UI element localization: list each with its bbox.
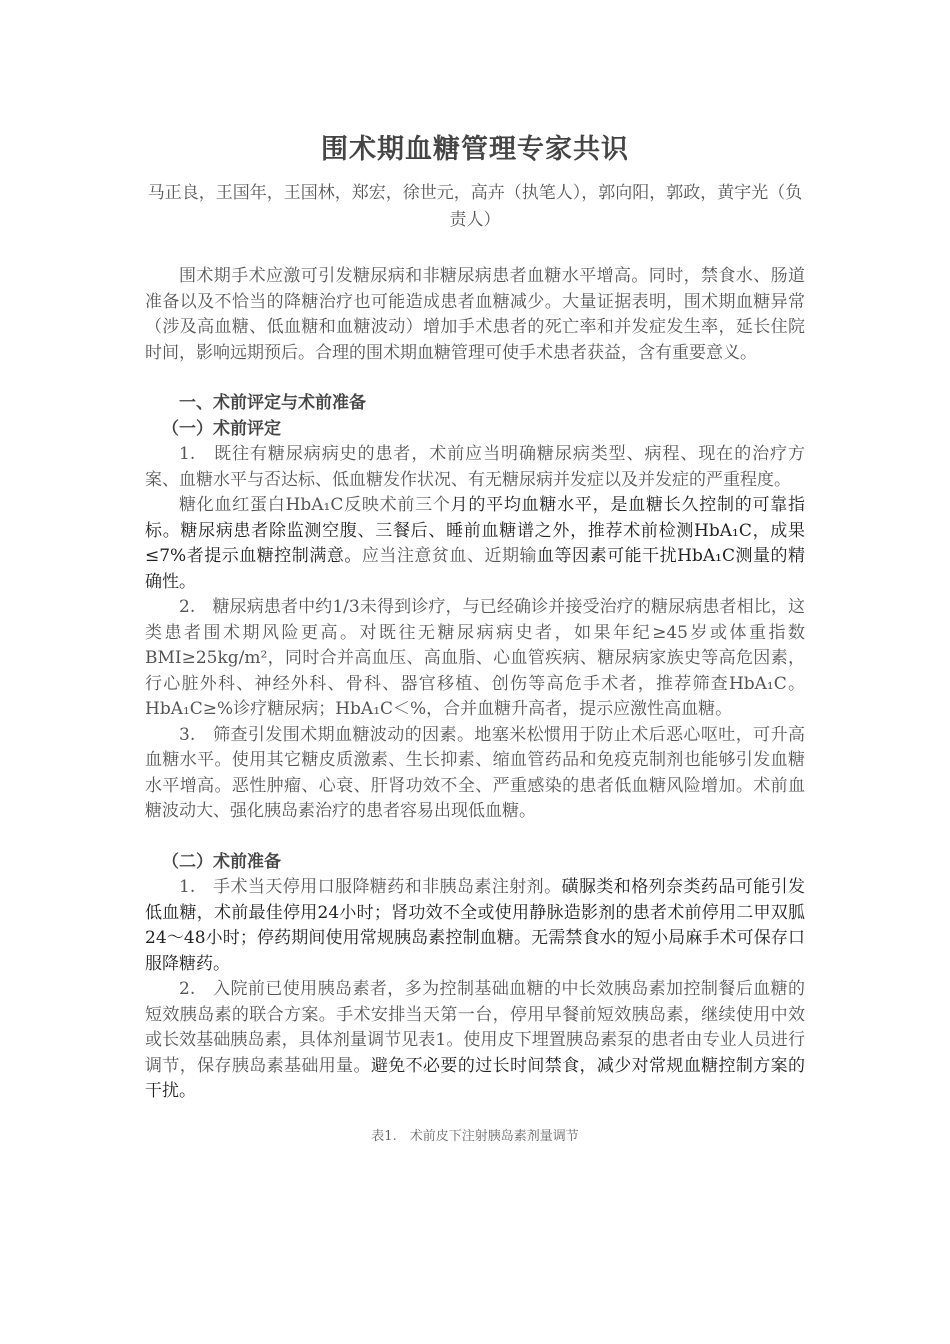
paragraph-assessment-2: 2. 糖尿病患者中约1/3未得到诊疗，与已经确诊并接受治疗的糖尿病患者相比，这类患者围术期风险更高。对既往无糖尿病病史者，如果年纪≥45岁或体重指数BMI≥25kg/m²，同时合并高血压、高血脂、心血管疾病、糖尿病家族史等高危因素，行心脏外科、神经外科、骨科、器官移植、创伤等高危手术者，推荐筛查HbA₁C。HbA₁C≥%诊疗糖尿病；HbA₁C＜%，合并血糖升高者，提示应激性高血糖。 bbox=[145, 597, 805, 719]
hba1c-text-a: 糖化血红蛋白HbA₁C反映术前三个 bbox=[179, 495, 451, 515]
hba1c-text-c: 应当注意贫血、近期输 bbox=[361, 546, 538, 566]
paragraph-assessment-1: 1. 既往有糖尿病病史的患者，术前应当明确糖尿病类型、病程、现在的治疗方案、血糖水平与否达标、低血糖发作状况、有无糖尿病并发症以及并发症的严重程度。 bbox=[145, 444, 805, 490]
prep2-text-a: 2. 入院前已使用胰岛素者，多为控制基础血糖的中长效胰岛素加控制餐后血糖的短效胰岛素的联合方案。手术安排当天第一台，停用早餐前短效胰岛素，继续使用中效或长效基础胰岛素，具体剂量调节见表1。使用皮下埋置胰岛素泵的患者由专业人员进行调节，保存胰岛素基础用量。 bbox=[145, 979, 805, 1076]
subsection-heading-preop-assessment: （一）术前评定 bbox=[162, 418, 281, 439]
author-list: 马正良，王国年，王国林，郑宏，徐世元，高卉（执笔人），郭向阳，郭政，黄宇光（负责人） bbox=[147, 183, 803, 230]
intro-paragraph: 围术期手术应激可引发糖尿病和非糖尿病患者血糖水平增高。同时，禁食水、肠道准备以及不恰当的降糖治疗也可能造成患者血糖减少。大量证据表明，围术期血糖异常（涉及高血糖、低血糖和血糖波动）增加手术患者的死亡率和并发症发生率，延长住院时间，影响远期预后。合理的围术期血糖管理可使手术患者获益，含有重要意义。 bbox=[145, 266, 805, 363]
paragraph-assessment-3: 3. 筛查引发围术期血糖波动的因素。地塞米松惯用于防止术后恶心呕吐，可升高血糖水平。使用其它糖皮质激素、生长抑素、缩血管药品和免疫克制剂也能够引发血糖水平增高。恶性肿瘤、心衰、肝肾功效不全、严重感染的患者低血糖风险增加。术前血糖波动大、强化胰岛素治疗的患者容易出现低血糖。 bbox=[145, 724, 805, 821]
hba1c-text-d: 血等因素可能干扰HbA₁C测量的精确性。 bbox=[145, 546, 806, 592]
hba1c-text-b: 月的平均血糖水平，是血糖长久控制的可靠指标。糖尿病患者除监测空腹、三餐后、睡前血糖谱之外，推荐术前检测HbA₁C，成果≤7%者提示血糖控制满意。 bbox=[145, 495, 806, 566]
paragraph-hba1c bbox=[145, 493, 805, 595]
prep1-text-a: 1. 手术当天停用口服降糖药和非胰岛素注射剂。 bbox=[179, 877, 562, 897]
document-page bbox=[145, 130, 805, 1147]
subsection-heading-preop-preparation: （二）术前准备 bbox=[162, 851, 281, 872]
page-title: 围术期血糖管理专家共识 bbox=[321, 134, 629, 165]
section-heading-1: 一、术前评定与术前准备 bbox=[179, 393, 366, 413]
paragraph-preparation-2 bbox=[145, 977, 805, 1105]
paragraph-preparation-1 bbox=[145, 875, 805, 977]
table-caption: 表1. 术前皮下注射胰岛素剂量调节 bbox=[371, 1128, 579, 1144]
prep2-text-b: 避免不必要的过长时间禁食，减少对常规血糖控制方案的干扰。 bbox=[145, 1055, 806, 1101]
prep1-text-b: 磺脲类和格列奈类药品可能引发低血糖，术前最佳停用24小时；肾功效不全或使用静脉造影剂的患者术前停用二甲双胍24～48小时；停药期间使用常规胰岛素控制血糖。无需禁食水的短小局麻手术可保存口服降糖药。 bbox=[145, 877, 806, 974]
